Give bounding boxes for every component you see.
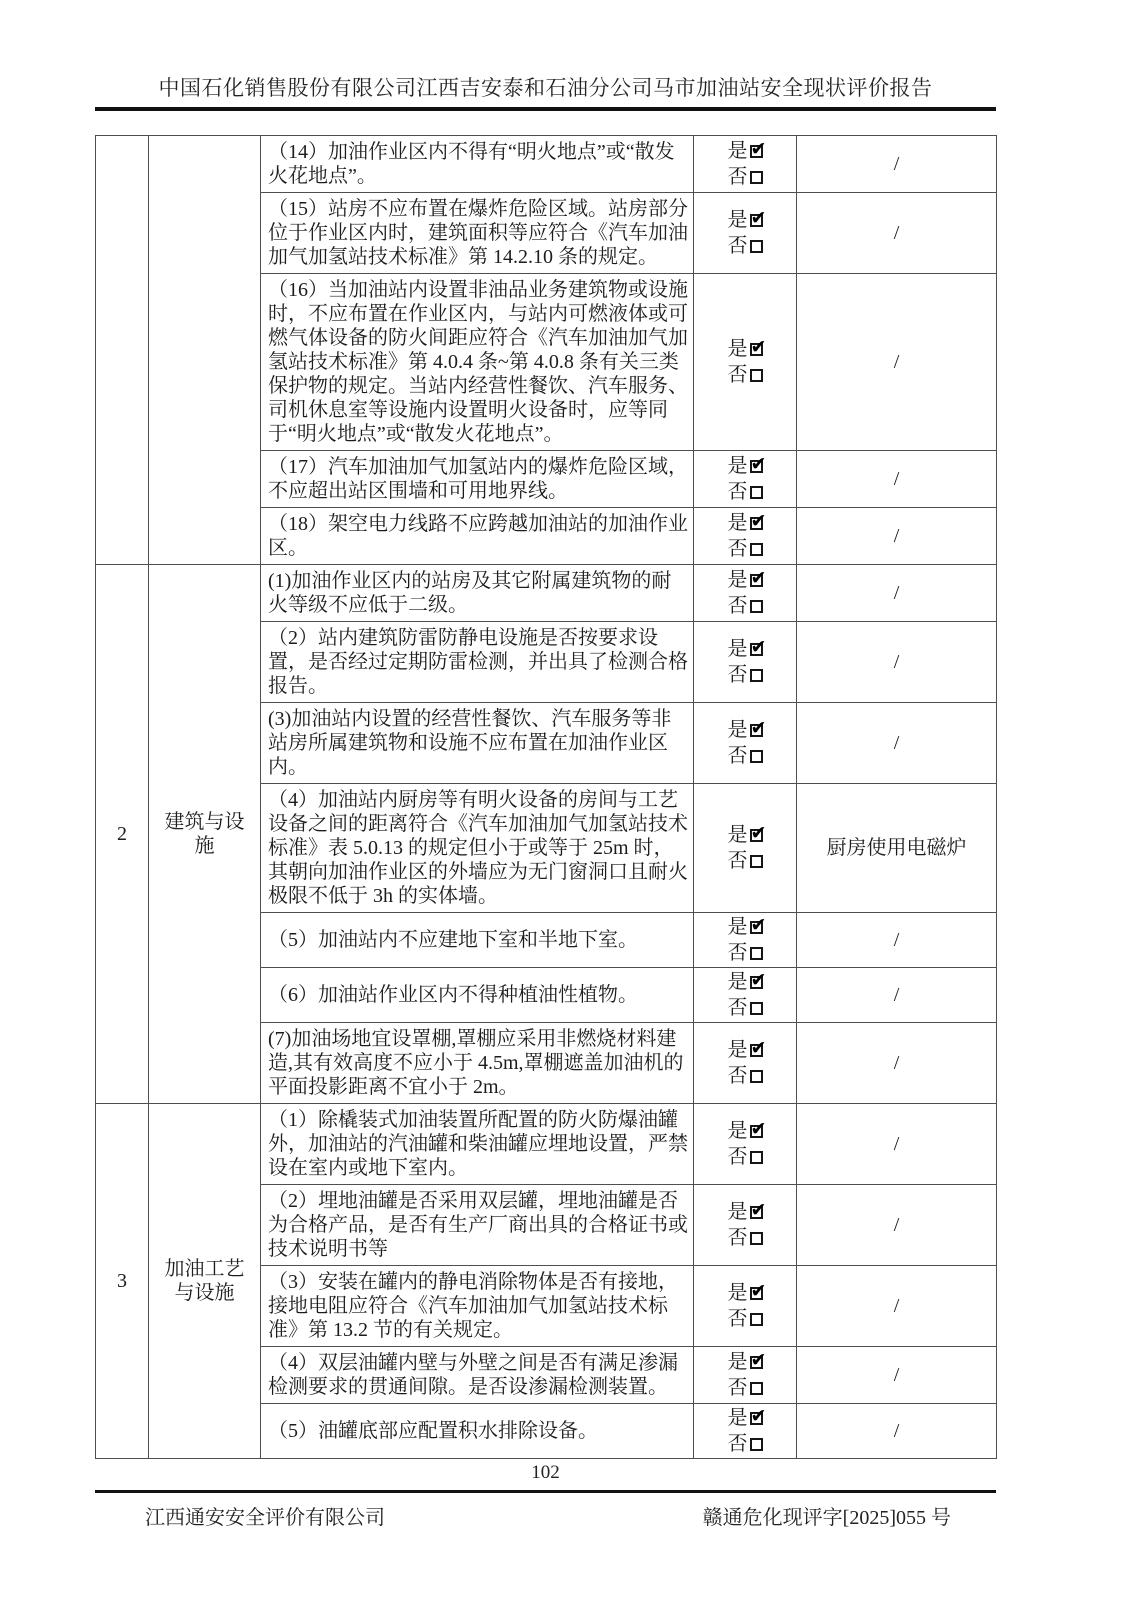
remark-cell: / xyxy=(797,1023,997,1104)
yes-no-cell xyxy=(694,451,797,508)
item-text-cell: (7)加油场地宜设罩棚,罩棚应采用非燃烧材料建造,其有效高度不应小于 4.5m,罩棚遮盖加油机的平面投影距离不宜小于 2m。 xyxy=(261,1023,694,1104)
no-label: 否 xyxy=(727,1433,748,1455)
item-text-cell: （16）当加油站内设置非油品业务建筑物或设施时，不应布置在作业区内，与站内可燃液体或可燃气体设备的防火间距应符合《汽车加油加气加氢站技术标准》第 4.0.4 条~第 4.0.8 条有关三类保护物的规定。当站内经营性餐饮、汽车服务、司机休息室等设施内设置明火设备时，应等同于“明火地点”或“散发火花地点”。 xyxy=(261,274,694,451)
no-option xyxy=(728,663,763,687)
unchecked-checkbox-icon xyxy=(750,1382,763,1395)
unchecked-checkbox-icon xyxy=(750,855,763,868)
yes-no-cell xyxy=(694,508,797,565)
no-label: 否 xyxy=(727,1146,748,1168)
serial-number-cell: 2 xyxy=(96,565,149,1104)
remark-cell: 厨房使用电磁炉 xyxy=(797,784,997,913)
unchecked-checkbox-icon xyxy=(750,1070,763,1083)
yes-label: 是 xyxy=(727,1282,748,1304)
unchecked-checkbox-icon xyxy=(750,171,763,184)
item-text-cell: （17）汽车加油加气加氢站内的爆炸危险区域，不应超出站区围墙和可用地界线。 xyxy=(261,451,694,508)
checked-checkbox-icon xyxy=(750,1404,767,1427)
remark-cell: / xyxy=(797,1185,997,1266)
no-option xyxy=(728,941,763,965)
page-footer xyxy=(95,1462,996,1530)
yes-no-cell xyxy=(694,1404,797,1459)
item-text-cell: （18）架空电力线路不应跨越加油站的加油作业区。 xyxy=(261,508,694,565)
header-rule xyxy=(95,107,996,111)
table-row xyxy=(96,1104,997,1185)
yes-option xyxy=(727,1404,767,1430)
no-option xyxy=(728,1064,763,1088)
yes-option xyxy=(727,1198,767,1224)
yes-label: 是 xyxy=(727,1407,748,1429)
item-text-cell: (3)加油站内设置的经营性餐饮、汽车服务等非站房所属建筑物和设施不应布置在加油作业区内。 xyxy=(261,703,694,784)
category-cell: 加油工艺与设施 xyxy=(149,1104,261,1459)
yes-no-cell xyxy=(694,622,797,703)
item-text-cell: （5）加油站内不应建地下室和半地下室。 xyxy=(261,913,694,968)
unchecked-checkbox-icon xyxy=(750,1438,763,1451)
remark-cell: / xyxy=(797,622,997,703)
unchecked-checkbox-icon xyxy=(750,669,763,682)
table-row xyxy=(96,565,997,622)
no-option xyxy=(728,165,763,189)
yes-option xyxy=(727,137,767,163)
checked-checkbox-icon xyxy=(750,1348,767,1371)
no-option xyxy=(728,1226,763,1250)
check-icon: ✔ xyxy=(750,1036,767,1059)
serial-number-cell: 3 xyxy=(96,1104,149,1459)
table-row xyxy=(96,136,997,193)
no-option xyxy=(728,744,763,768)
yes-option xyxy=(727,821,767,847)
yes-label: 是 xyxy=(727,1039,748,1061)
category-cell: 建筑与设施 xyxy=(149,565,261,1104)
checked-checkbox-icon xyxy=(750,1036,767,1059)
no-option xyxy=(728,849,763,873)
remark-cell: / xyxy=(797,508,997,565)
check-icon: ✔ xyxy=(750,968,767,991)
yes-option xyxy=(727,1036,767,1062)
remark-cell: / xyxy=(797,565,997,622)
yes-option xyxy=(727,566,767,592)
checked-checkbox-icon xyxy=(750,821,767,844)
yes-option xyxy=(727,1279,767,1305)
yes-label: 是 xyxy=(727,1351,748,1373)
item-text-cell: （3）安装在罐内的静电消除物体是否有接地，接地电阻应符合《汽车加油加气加氢站技术标准》第 13.2 节的有关规定。 xyxy=(261,1266,694,1347)
item-text-cell: （2）埋地油罐是否采用双层罐，埋地油罐是否为合格产品，是否有生产厂商出具的合格证书或技术说明书等 xyxy=(261,1185,694,1266)
unchecked-checkbox-icon xyxy=(750,543,763,556)
yes-option xyxy=(727,913,767,939)
checked-checkbox-icon xyxy=(750,635,767,658)
yes-label: 是 xyxy=(727,638,748,660)
item-text-cell: （15）站房不应布置在爆炸危险区域。站房部分位于作业区内时，建筑面积等应符合《汽车加油加气加氢站技术标准》第 14.2.10 条的规定。 xyxy=(261,193,694,274)
yes-label: 是 xyxy=(727,569,748,591)
check-icon: ✔ xyxy=(750,913,767,936)
yes-label: 是 xyxy=(727,1201,748,1223)
remark-cell: / xyxy=(797,193,997,274)
no-label: 否 xyxy=(727,1308,748,1330)
check-icon: ✔ xyxy=(750,1117,767,1140)
no-option xyxy=(728,1432,763,1456)
no-option xyxy=(728,234,763,258)
no-option xyxy=(728,480,763,504)
no-option xyxy=(728,1307,763,1331)
unchecked-checkbox-icon xyxy=(750,240,763,253)
no-label: 否 xyxy=(727,364,748,386)
checked-checkbox-icon xyxy=(750,1279,767,1302)
checked-checkbox-icon xyxy=(750,452,767,475)
yes-no-cell xyxy=(694,784,797,913)
yes-option xyxy=(727,1348,767,1374)
item-text-cell: （4）加油站内厨房等有明火设备的房间与工艺设备之间的距离符合《汽车加油加气加氢站技术标准》表 5.0.13 的规定但小于或等于 25m 时，其朝向加油作业区的外墙应为无门窗洞口且耐火极限不低于 3h 的实体墙。 xyxy=(261,784,694,913)
check-icon: ✔ xyxy=(750,635,767,658)
yes-label: 是 xyxy=(727,209,748,231)
yes-option xyxy=(727,206,767,232)
no-option xyxy=(728,1376,763,1400)
yes-no-cell xyxy=(694,193,797,274)
remark-cell: / xyxy=(797,1104,997,1185)
no-option xyxy=(728,537,763,561)
yes-no-cell xyxy=(694,913,797,968)
no-label: 否 xyxy=(727,538,748,560)
check-icon: ✔ xyxy=(750,137,767,160)
no-label: 否 xyxy=(727,1377,748,1399)
checked-checkbox-icon xyxy=(750,566,767,589)
checked-checkbox-icon xyxy=(750,913,767,936)
footer-doc-number: 赣通危化现评字[2025]055 号 xyxy=(702,1507,951,1529)
yes-no-cell xyxy=(694,968,797,1023)
no-option xyxy=(728,996,763,1020)
check-icon: ✔ xyxy=(750,1198,767,1221)
unchecked-checkbox-icon xyxy=(750,750,763,763)
no-option xyxy=(728,363,763,387)
yes-no-cell xyxy=(694,274,797,451)
yes-no-cell xyxy=(694,703,797,784)
yes-option xyxy=(727,1117,767,1143)
unchecked-checkbox-icon xyxy=(750,947,763,960)
checked-checkbox-icon xyxy=(750,968,767,991)
checked-checkbox-icon xyxy=(750,1198,767,1221)
check-icon: ✔ xyxy=(750,509,767,532)
unchecked-checkbox-icon xyxy=(750,1151,763,1164)
no-label: 否 xyxy=(727,664,748,686)
unchecked-checkbox-icon xyxy=(750,1313,763,1326)
page-title: 中国石化销售股份有限公司江西吉安泰和石油分公司马市加油站安全现状评价报告 xyxy=(158,76,933,100)
check-icon: ✔ xyxy=(750,452,767,475)
remark-cell: / xyxy=(797,451,997,508)
check-icon: ✔ xyxy=(750,821,767,844)
item-text-cell: （6）加油站作业区内不得种植油性植物。 xyxy=(261,968,694,1023)
check-icon: ✔ xyxy=(750,1404,767,1427)
yes-option xyxy=(727,716,767,742)
remark-cell: / xyxy=(797,1404,997,1459)
checked-checkbox-icon xyxy=(750,1117,767,1140)
yes-option xyxy=(727,452,767,478)
yes-option xyxy=(727,635,767,661)
checklist-table xyxy=(95,135,997,1459)
yes-label: 是 xyxy=(727,338,748,360)
no-option xyxy=(728,594,763,618)
no-label: 否 xyxy=(727,481,748,503)
footer-company: 江西通安安全评价有限公司 xyxy=(145,1507,385,1529)
no-label: 否 xyxy=(727,997,748,1019)
no-option xyxy=(728,1145,763,1169)
category-cell xyxy=(149,136,261,565)
yes-no-cell xyxy=(694,1266,797,1347)
item-text-cell: （2）站内建筑防雷防静电设施是否按要求设置，是否经过定期防雷检测，并出具了检测合格报告。 xyxy=(261,622,694,703)
check-icon: ✔ xyxy=(750,1279,767,1302)
item-text-cell: （4）双层油罐内壁与外壁之间是否有满足渗漏检测要求的贯通间隙。是否设渗漏检测装置。 xyxy=(261,1347,694,1404)
checked-checkbox-icon xyxy=(750,335,767,358)
item-text-cell: (1)加油作业区内的站房及其它附属建筑物的耐火等级不应低于二级。 xyxy=(261,565,694,622)
yes-no-cell xyxy=(694,1185,797,1266)
remark-cell: / xyxy=(797,274,997,451)
footer-rule xyxy=(95,1490,996,1493)
yes-no-cell xyxy=(694,136,797,193)
yes-option xyxy=(727,335,767,361)
no-label: 否 xyxy=(727,595,748,617)
yes-label: 是 xyxy=(727,971,748,993)
yes-label: 是 xyxy=(727,512,748,534)
no-label: 否 xyxy=(727,235,748,257)
no-label: 否 xyxy=(727,745,748,767)
yes-no-cell xyxy=(694,1023,797,1104)
checked-checkbox-icon xyxy=(750,716,767,739)
check-icon: ✔ xyxy=(750,716,767,739)
no-label: 否 xyxy=(727,166,748,188)
yes-label: 是 xyxy=(727,140,748,162)
check-icon: ✔ xyxy=(750,206,767,229)
item-text-cell: （5）油罐底部应配置积水排除设备。 xyxy=(261,1404,694,1459)
item-text-cell: （1）除橇装式加油装置所配置的防火防爆油罐外，加油站的汽油罐和柴油罐应埋地设置，严禁设在室内或地下室内。 xyxy=(261,1104,694,1185)
check-icon: ✔ xyxy=(750,566,767,589)
no-label: 否 xyxy=(727,942,748,964)
unchecked-checkbox-icon xyxy=(750,486,763,499)
unchecked-checkbox-icon xyxy=(750,369,763,382)
no-label: 否 xyxy=(727,1065,748,1087)
remark-cell: / xyxy=(797,913,997,968)
unchecked-checkbox-icon xyxy=(750,1232,763,1245)
serial-number-cell xyxy=(96,136,149,565)
yes-label: 是 xyxy=(727,455,748,477)
no-label: 否 xyxy=(727,1227,748,1249)
checked-checkbox-icon xyxy=(750,137,767,160)
checked-checkbox-icon xyxy=(750,206,767,229)
remark-cell: / xyxy=(797,1347,997,1404)
check-icon: ✔ xyxy=(750,1348,767,1371)
yes-option xyxy=(727,968,767,994)
unchecked-checkbox-icon xyxy=(750,600,763,613)
yes-label: 是 xyxy=(727,1120,748,1142)
yes-no-cell xyxy=(694,565,797,622)
remark-cell: / xyxy=(797,968,997,1023)
yes-label: 是 xyxy=(727,916,748,938)
item-text-cell: （14）加油作业区内不得有“明火地点”或“散发火花地点”。 xyxy=(261,136,694,193)
remark-cell: / xyxy=(797,136,997,193)
unchecked-checkbox-icon xyxy=(750,1002,763,1015)
check-icon: ✔ xyxy=(750,335,767,358)
remark-cell: / xyxy=(797,703,997,784)
page-number: 102 xyxy=(531,1462,560,1483)
yes-label: 是 xyxy=(727,824,748,846)
checked-checkbox-icon xyxy=(750,509,767,532)
remark-cell: / xyxy=(797,1266,997,1347)
document-page xyxy=(95,0,996,1459)
yes-no-cell xyxy=(694,1347,797,1404)
yes-no-cell xyxy=(694,1104,797,1185)
no-label: 否 xyxy=(727,850,748,872)
yes-option xyxy=(727,509,767,535)
yes-label: 是 xyxy=(727,719,748,741)
